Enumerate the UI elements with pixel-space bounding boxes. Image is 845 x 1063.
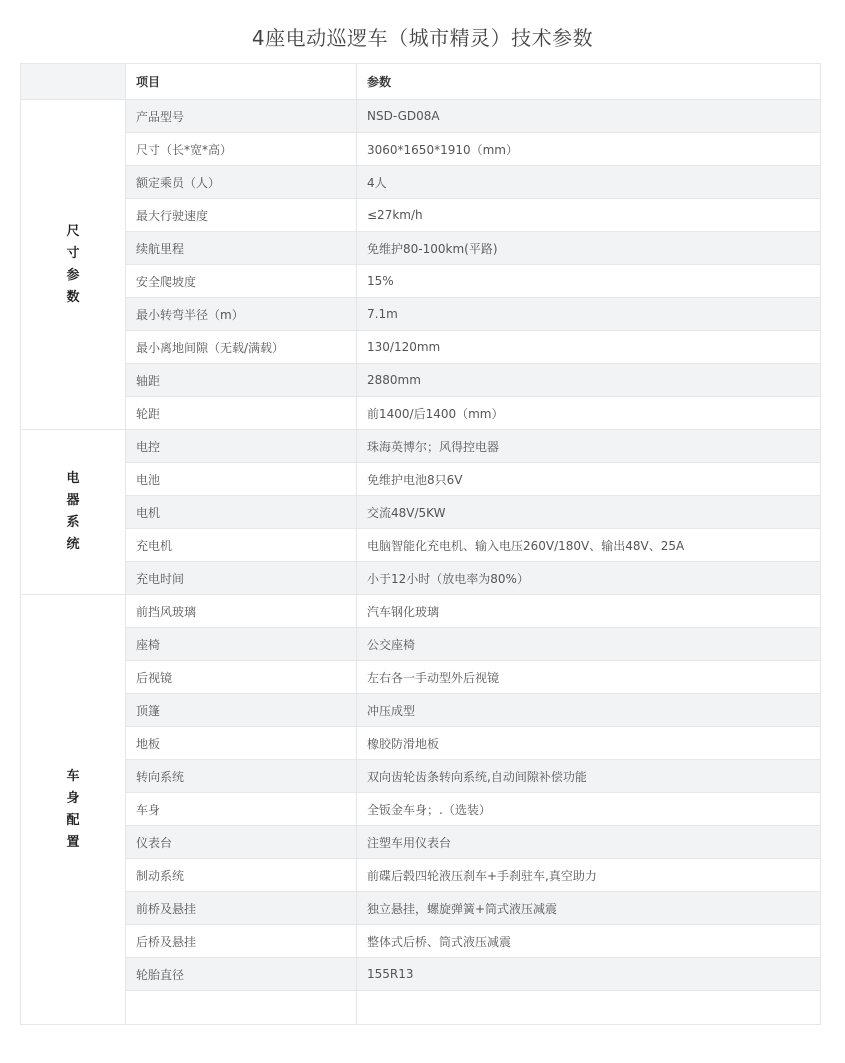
- group-label-char: 尺: [66, 223, 80, 239]
- value-cell: 左右各一手动型外后视镜: [357, 661, 821, 694]
- value-cell: 橡胶防滑地板: [357, 727, 821, 760]
- value-cell: 130/120mm: [357, 331, 821, 364]
- value-cell: NSD-GD08A: [357, 100, 821, 133]
- value-cell: 双向齿轮齿条转向系统,自动间隙补偿功能: [357, 760, 821, 793]
- table-row: [21, 892, 821, 925]
- table-row: [21, 694, 821, 727]
- table-row: [21, 826, 821, 859]
- item-cell: 充电机: [126, 529, 357, 562]
- page-title: 4座电动巡逻车（城市精灵）技术参数: [251, 26, 594, 50]
- header-corner-cell: [21, 64, 126, 100]
- item-cell: 转向系统: [126, 760, 357, 793]
- table-row: [21, 199, 821, 232]
- group-label-char: 器: [66, 493, 80, 508]
- table-row: [21, 397, 821, 430]
- item-cell: 产品型号: [126, 100, 357, 133]
- value-cell: 15%: [357, 265, 821, 298]
- table-row: [21, 661, 821, 694]
- value-cell: [357, 991, 821, 1025]
- item-cell: 地板: [126, 727, 357, 760]
- group-label-char: 电: [66, 471, 80, 486]
- group-label-char: 参: [66, 267, 80, 283]
- item-cell: 安全爬坡度: [126, 265, 357, 298]
- value-cell: ≤27km/h: [357, 199, 821, 232]
- group-label-char: 数: [66, 289, 80, 305]
- item-cell: 电机: [126, 496, 357, 529]
- table-row: [21, 265, 821, 298]
- table-row: [21, 166, 821, 199]
- item-cell: 电池: [126, 463, 357, 496]
- spec-table: [20, 63, 821, 1025]
- item-cell: 轴距: [126, 364, 357, 397]
- table-row: [21, 793, 821, 826]
- value-cell: 2880mm: [357, 364, 821, 397]
- value-cell: 小于12小时（放电率为80%）: [357, 562, 821, 595]
- item-cell: 后桥及悬挂: [126, 925, 357, 958]
- value-cell: 注塑车用仪表台: [357, 826, 821, 859]
- group-label-char: 系: [66, 515, 80, 530]
- value-cell: 全钣金车身；.（选装）: [357, 793, 821, 826]
- value-cell: 冲压成型: [357, 694, 821, 727]
- value-cell: 电脑智能化充电机、输入电压260V/180V、输出48V、25A: [357, 529, 821, 562]
- group-label-char: 车: [66, 768, 80, 784]
- value-cell: 7.1m: [357, 298, 821, 331]
- group-label-cell: [21, 430, 126, 595]
- table-row: [21, 529, 821, 562]
- item-cell: 尺寸（长*宽*高）: [126, 133, 357, 166]
- group-label-cell: [21, 100, 126, 430]
- value-cell: 免维护电池8只6V: [357, 463, 821, 496]
- table-row: [21, 760, 821, 793]
- value-cell: 珠海英博尔；风得控电器: [357, 430, 821, 463]
- item-cell: 电控: [126, 430, 357, 463]
- table-row: [21, 430, 821, 463]
- item-cell: 最小离地间隙（无载/满载）: [126, 331, 357, 364]
- value-cell: 汽车钢化玻璃: [357, 595, 821, 628]
- table-row: [21, 859, 821, 892]
- table-row: [21, 463, 821, 496]
- group-label-cell: [21, 595, 126, 1025]
- item-cell: 额定乘员（人）: [126, 166, 357, 199]
- item-cell: 续航里程: [126, 232, 357, 265]
- item-cell: 轮胎直径: [126, 958, 357, 991]
- table-row: [21, 331, 821, 364]
- table-row: [21, 562, 821, 595]
- group-label-char: 寸: [66, 245, 80, 261]
- item-cell: 前挡风玻璃: [126, 595, 357, 628]
- value-cell: 155R13: [357, 958, 821, 991]
- table-header-row: [21, 64, 821, 100]
- group-label-char: 身: [66, 790, 80, 806]
- item-cell: 最大行驶速度: [126, 199, 357, 232]
- table-row: [21, 925, 821, 958]
- item-cell: 后视镜: [126, 661, 357, 694]
- table-row: [21, 232, 821, 265]
- table-row: [21, 958, 821, 991]
- spec-table-body: [21, 64, 821, 1025]
- table-row: [21, 991, 821, 1025]
- value-cell: 交流48V/5KW: [357, 496, 821, 529]
- table-row: [21, 364, 821, 397]
- item-cell: 座椅: [126, 628, 357, 661]
- table-row: [21, 727, 821, 760]
- table-row: [21, 628, 821, 661]
- item-cell: 车身: [126, 793, 357, 826]
- value-cell: 前1400/后1400（mm）: [357, 397, 821, 430]
- group-label-char: 配: [66, 812, 80, 828]
- value-cell: 整体式后桥、筒式液压减震: [357, 925, 821, 958]
- header-param-cell: 参数: [357, 64, 821, 100]
- group-label-char: 统: [66, 537, 80, 552]
- value-cell: 3060*1650*1910（mm）: [357, 133, 821, 166]
- table-row: [21, 298, 821, 331]
- table-row: [21, 100, 821, 133]
- header-item-cell: 项目: [126, 64, 357, 100]
- item-cell: 轮距: [126, 397, 357, 430]
- item-cell: 前桥及悬挂: [126, 892, 357, 925]
- item-cell: 仪表台: [126, 826, 357, 859]
- item-cell: 顶篷: [126, 694, 357, 727]
- item-cell: 制动系统: [126, 859, 357, 892]
- table-row: [21, 496, 821, 529]
- item-cell: 充电时间: [126, 562, 357, 595]
- item-cell: [126, 991, 357, 1025]
- value-cell: 4人: [357, 166, 821, 199]
- value-cell: 免维护80-100km(平路): [357, 232, 821, 265]
- item-cell: 最小转弯半径（m）: [126, 298, 357, 331]
- value-cell: 公交座椅: [357, 628, 821, 661]
- table-row: [21, 133, 821, 166]
- group-label-char: 置: [66, 834, 80, 850]
- value-cell: 前碟后毂四轮液压刹车+手刹驻车,真空助力: [357, 859, 821, 892]
- value-cell: 独立悬挂，螺旋弹簧+筒式液压减震: [357, 892, 821, 925]
- table-row: [21, 595, 821, 628]
